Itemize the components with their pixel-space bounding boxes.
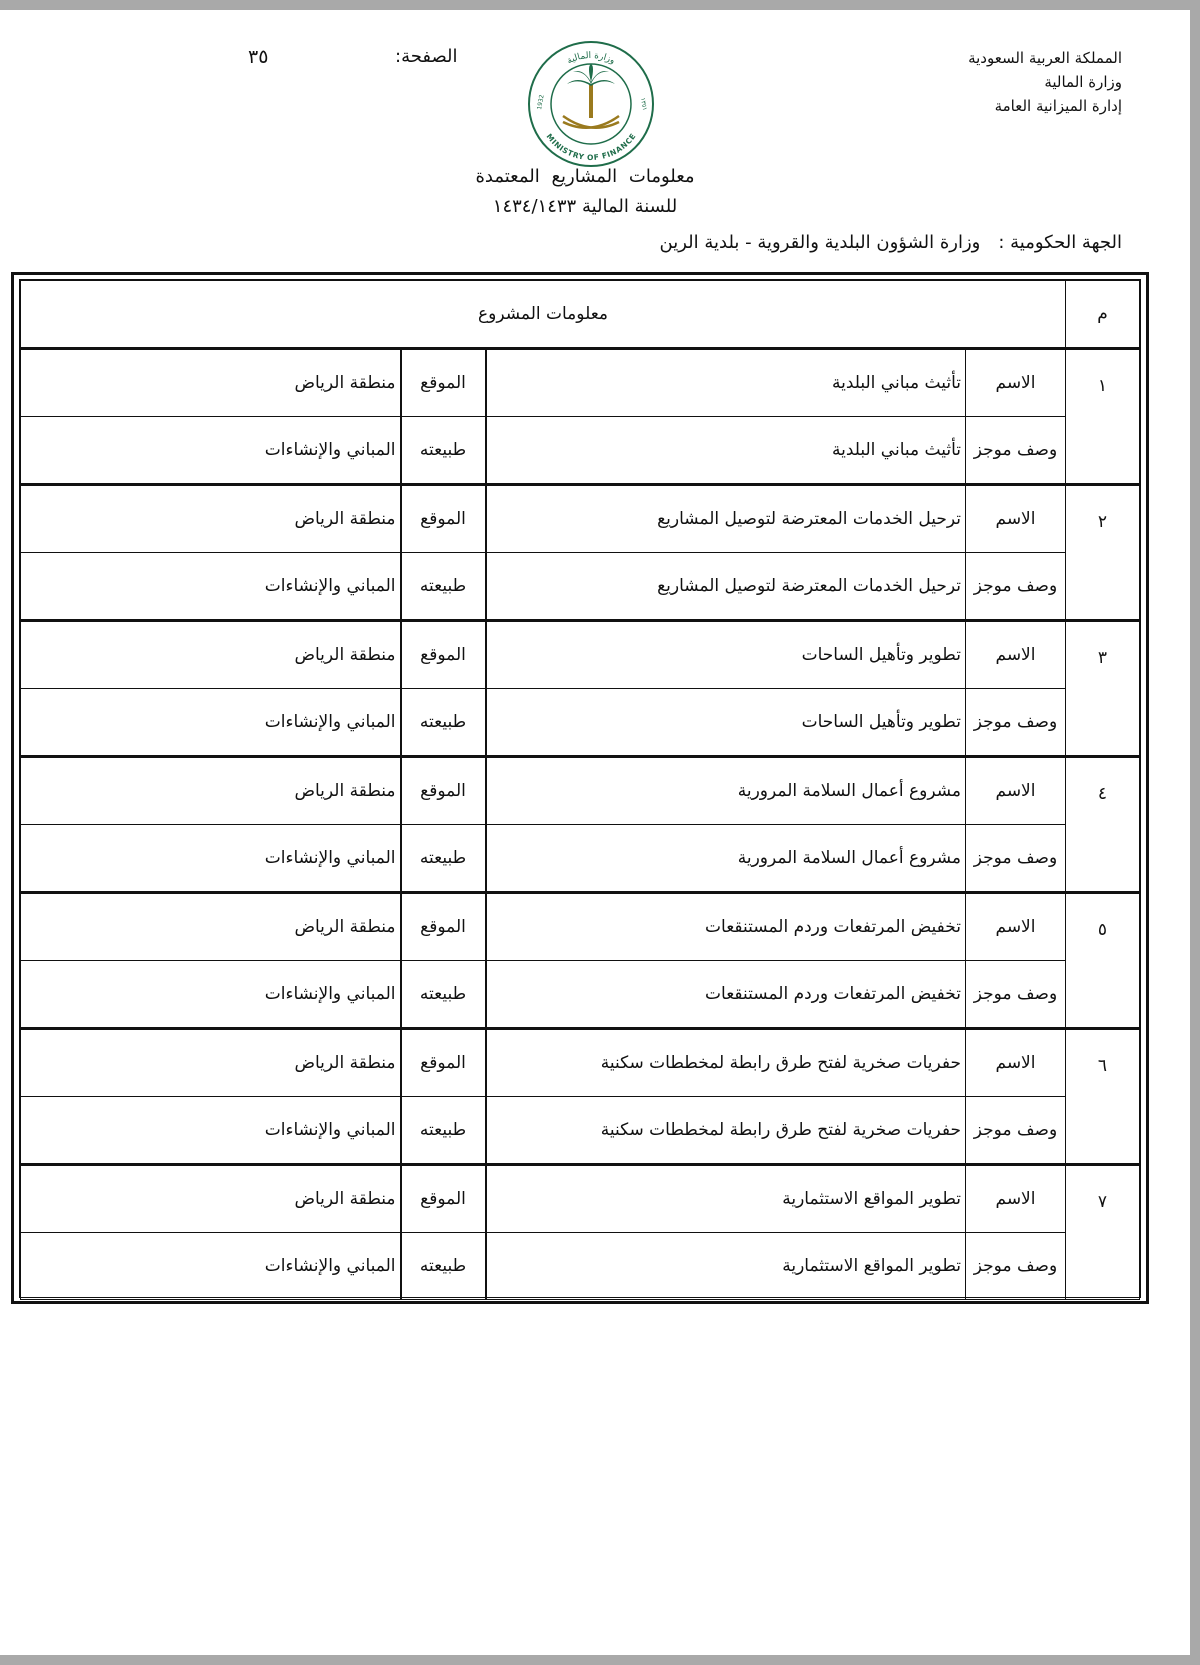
label-description: وصف موجز: [966, 1233, 1066, 1300]
page-number: ٣٥: [248, 46, 269, 68]
organization-header: [842, 46, 1122, 118]
project-location: منطقة الرياض: [21, 757, 401, 825]
table-row: [21, 485, 1140, 553]
project-nature: المباني والإنشاءات: [21, 553, 401, 621]
project-nature: المباني والإنشاءات: [21, 1097, 401, 1165]
label-location: الموقع: [401, 485, 486, 553]
project-number: ١: [1066, 349, 1140, 485]
project-description: تأثيث مباني البلدية: [486, 417, 966, 485]
project-number: ٦: [1066, 1029, 1140, 1165]
project-description: حفريات صخرية لفتح طرق رابطة لمخططات سكنية: [486, 1097, 966, 1165]
label-location: الموقع: [401, 757, 486, 825]
project-description: تخفيض المرتفعات وردم المستنقعات: [486, 961, 966, 1029]
project-location: منطقة الرياض: [21, 1165, 401, 1233]
project-nature: المباني والإنشاءات: [21, 825, 401, 893]
table-row: [21, 961, 1140, 1029]
svg-text:MINISTRY OF FINANCE: MINISTRY OF FINANCE: [544, 131, 638, 163]
document-page: [0, 10, 1190, 1655]
label-name: الاسم: [966, 485, 1066, 553]
label-description: وصف موجز: [966, 689, 1066, 757]
org-line-department: إدارة الميزانية العامة: [994, 97, 1122, 115]
ministry-seal-icon: [527, 40, 655, 168]
project-name: تأثيث مباني البلدية: [486, 349, 966, 417]
project-location: منطقة الرياض: [21, 485, 401, 553]
table-row: [21, 349, 1140, 417]
label-name: الاسم: [966, 1029, 1066, 1097]
label-nature: طبيعته: [401, 1233, 486, 1300]
projects-table: [20, 280, 1140, 1300]
table-row: [21, 893, 1140, 961]
label-name: الاسم: [966, 1165, 1066, 1233]
project-number: ٧: [1066, 1165, 1140, 1300]
project-name: تخفيض المرتفعات وردم المستنقعات: [486, 893, 966, 961]
table-row: [21, 689, 1140, 757]
project-location: منطقة الرياض: [21, 349, 401, 417]
table-row: [21, 417, 1140, 485]
table-row: [21, 553, 1140, 621]
project-number: ٣: [1066, 621, 1140, 757]
label-nature: طبيعته: [401, 689, 486, 757]
label-location: الموقع: [401, 349, 486, 417]
org-line-kingdom: المملكة العربية السعودية: [968, 49, 1122, 67]
org-line-ministry: وزارة المالية: [1044, 73, 1122, 91]
government-agency: [660, 232, 1123, 253]
label-nature: طبيعته: [401, 553, 486, 621]
project-name: تطوير وتأهيل الساحات: [486, 621, 966, 689]
table-row: [21, 757, 1140, 825]
label-nature: طبيعته: [401, 825, 486, 893]
label-description: وصف موجز: [966, 417, 1066, 485]
projects-table-frame: [11, 272, 1149, 1304]
project-name: مشروع أعمال السلامة المرورية: [486, 757, 966, 825]
column-header-number: م: [1066, 281, 1140, 349]
label-nature: طبيعته: [401, 417, 486, 485]
label-name: الاسم: [966, 621, 1066, 689]
label-location: الموقع: [401, 1165, 486, 1233]
svg-text:1932: 1932: [536, 94, 546, 111]
project-description: مشروع أعمال السلامة المرورية: [486, 825, 966, 893]
label-description: وصف موجز: [966, 553, 1066, 621]
column-header-project-info: معلومات المشروع: [21, 281, 1066, 349]
project-number: ٥: [1066, 893, 1140, 1029]
project-name: حفريات صخرية لفتح طرق رابطة لمخططات سكنية: [486, 1029, 966, 1097]
project-location: منطقة الرياض: [21, 621, 401, 689]
document-title: معلومات المشاريع المعتمدة: [475, 166, 695, 187]
table-row: [21, 1165, 1140, 1233]
table-row: [21, 825, 1140, 893]
label-location: الموقع: [401, 1029, 486, 1097]
project-description: تطوير وتأهيل الساحات: [486, 689, 966, 757]
label-location: الموقع: [401, 621, 486, 689]
project-number: ٢: [1066, 485, 1140, 621]
project-name: ترحيل الخدمات المعترضة لتوصيل المشاريع: [486, 485, 966, 553]
label-nature: طبيعته: [401, 961, 486, 1029]
project-name: تطوير المواقع الاستثمارية: [486, 1165, 966, 1233]
project-nature: المباني والإنشاءات: [21, 1233, 401, 1300]
table-row: [21, 1233, 1140, 1300]
table-header-row: [21, 281, 1140, 349]
project-location: منطقة الرياض: [21, 1029, 401, 1097]
label-description: وصف موجز: [966, 961, 1066, 1029]
label-nature: طبيعته: [401, 1097, 486, 1165]
agency-value: وزارة الشؤون البلدية والقروية - بلدية الرين: [659, 232, 981, 253]
agency-label: الجهة الحكومية :: [998, 232, 1122, 253]
label-location: الموقع: [401, 893, 486, 961]
page-label: الصفحة:: [395, 46, 458, 67]
document-subtitle: للسنة المالية ١٤٣٤/١٤٣٣: [492, 196, 678, 217]
table-row: [21, 1029, 1140, 1097]
project-description: تطوير المواقع الاستثمارية: [486, 1233, 966, 1300]
svg-text:١٣٥١: ١٣٥١: [639, 97, 649, 112]
label-name: الاسم: [966, 757, 1066, 825]
project-description: ترحيل الخدمات المعترضة لتوصيل المشاريع: [486, 553, 966, 621]
project-number: ٤: [1066, 757, 1140, 893]
project-nature: المباني والإنشاءات: [21, 689, 401, 757]
label-name: الاسم: [966, 349, 1066, 417]
label-description: وصف موجز: [966, 1097, 1066, 1165]
project-location: منطقة الرياض: [21, 893, 401, 961]
project-nature: المباني والإنشاءات: [21, 961, 401, 1029]
table-row: [21, 621, 1140, 689]
project-nature: المباني والإنشاءات: [21, 417, 401, 485]
svg-text:وزارة المالية: وزارة المالية: [565, 50, 617, 67]
label-name: الاسم: [966, 893, 1066, 961]
label-description: وصف موجز: [966, 825, 1066, 893]
table-row: [21, 1097, 1140, 1165]
